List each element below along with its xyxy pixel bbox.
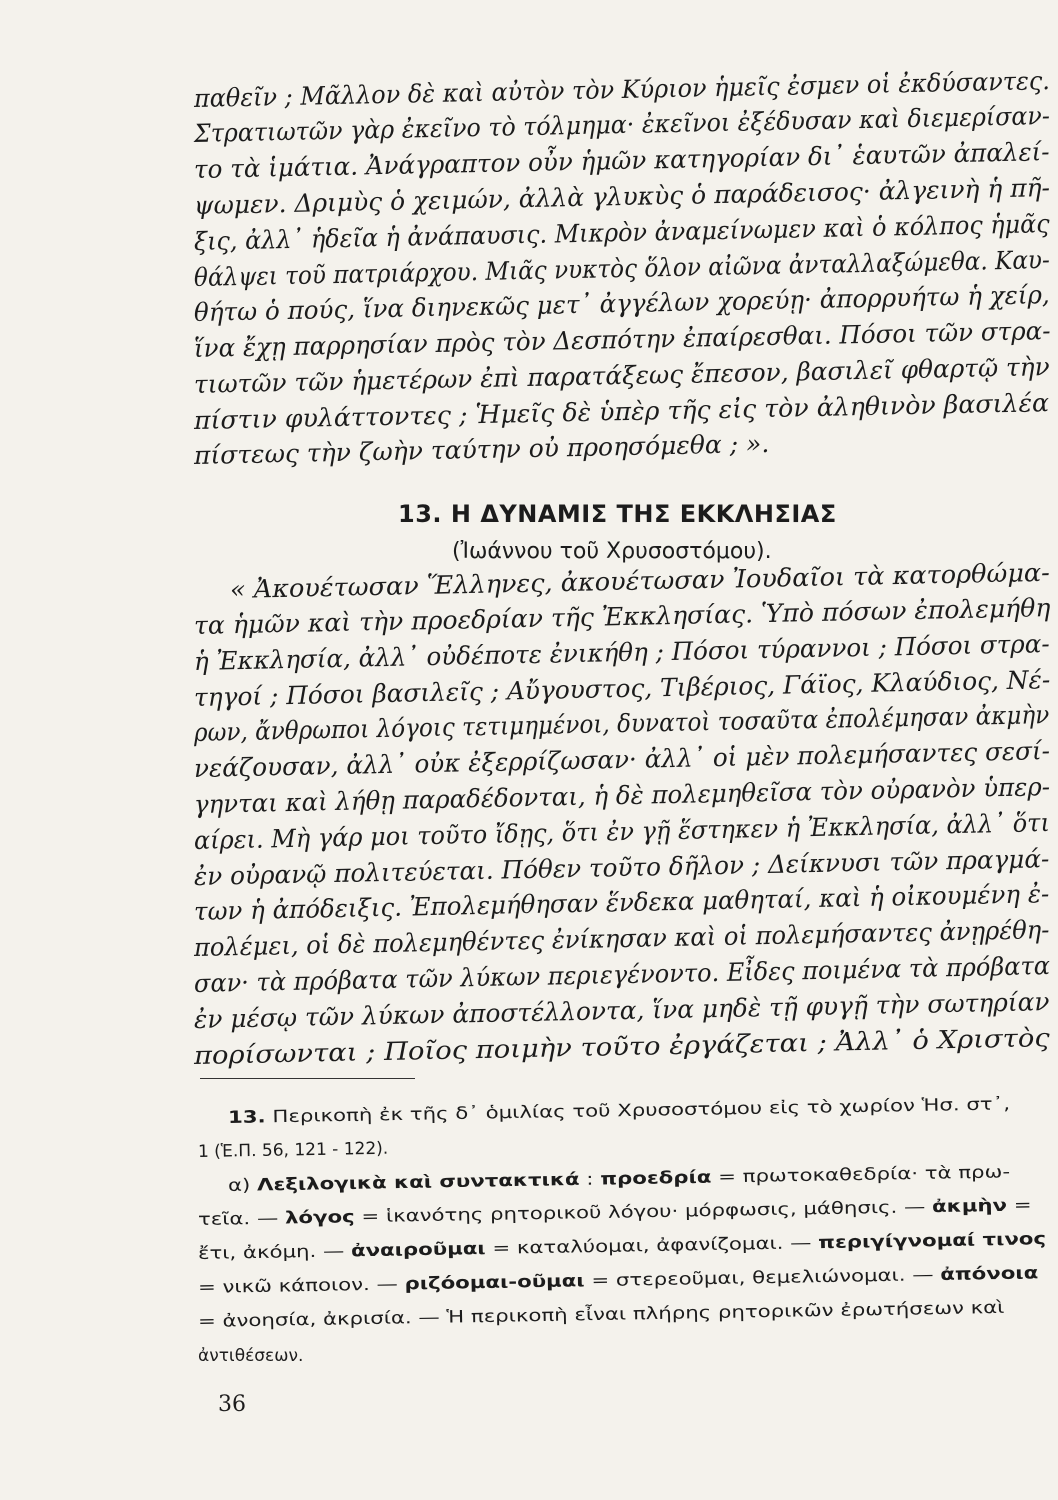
text-line: το τὰ ἱμάτια. Ἀνάγραπτον οὖν ἡμῶν κατηγορίαν δι᾽ ἑαυτῶν ἀπαλεί- bbox=[193, 137, 1050, 184]
text-line: τηγοί ; Πόσοι βασιλεῖς ; Αὔγουστος, Τιβέριος, Γάϊος, Κλαύδιος, Νέ- bbox=[193, 665, 1051, 712]
text-line: σαν· τὰ πρόβατα τῶν λύκων περιεγένοντο. Εἶδες ποιμένα τὰ πρόβατα bbox=[193, 951, 1051, 998]
footnote-term: ἀναιροῦμαι bbox=[350, 1238, 486, 1262]
footnote-text: = καταλύομαι, ἀφανίζομαι. — bbox=[485, 1233, 819, 1259]
footnote-term: λόγος bbox=[284, 1207, 355, 1229]
text-line: πίστεως τὴν ζωὴν ταύτην οὐ προησόμεθα ; ». bbox=[193, 428, 770, 470]
footnote-separator bbox=[200, 1078, 415, 1079]
footnote-text: α) bbox=[227, 1175, 251, 1196]
text-line: θάλψει τοῦ πατριάρχου. Μιᾶς νυκτὸς ὅλον αἰῶνα ἀνταλλαξώμεθα. Καυ- bbox=[193, 245, 1051, 292]
footnote-line bbox=[228, 1093, 1010, 1129]
footnote-text: = πρωτοκαθεδρία· τὰ πρω- bbox=[711, 1162, 1011, 1188]
footnote-line bbox=[228, 1161, 1010, 1197]
section-subheading: (Ἰωάννου τοῦ Χρυσοστόμου). bbox=[452, 539, 772, 564]
page-number: 36 bbox=[218, 1392, 246, 1417]
footnote-line bbox=[198, 1228, 1046, 1265]
text-line: ξις, ἀλλ᾽ ἡδεῖα ἡ ἀνάπαυσις. Μικρὸν ἀναμείνωμεν καὶ ὁ κόλπος ἡμᾶς bbox=[193, 209, 1050, 256]
text-line: ἐν οὐρανῷ πολιτεύεται. Πόθεν τοῦτο δῆλον ; Δείκνυσι τῶν πραγμά- bbox=[193, 844, 1050, 891]
text-line: « Ἀκουέτωσαν Ἕλληνες, ἀκουέτωσαν Ἰουδαῖοι τὰ κατορθώμα- bbox=[229, 557, 1051, 604]
footnote-term: ἀκμὴν bbox=[931, 1195, 1008, 1218]
text-line: πορίσωνται ; Ποῖος ποιμὴν τοῦτο ἐργάζεται ; Ἀλλ᾽ ὁ Χριστὸς bbox=[193, 1023, 1050, 1070]
footnote-text: Περικοπὴ ἐκ τῆς δ᾽ ὁμιλίας τοῦ Χρυσοστόμου εἰς τὸ χωρίον Ἡσ. στ᾽, bbox=[272, 1094, 1011, 1128]
footnote-text: τεῖα. — bbox=[197, 1208, 286, 1230]
footnote-text: = νικῶ κάποιον. — bbox=[197, 1274, 405, 1298]
footnote-line: = ἀνοησία, ἀκρισία. — Ἡ περικοπὴ εἶναι πλήρης ρητορικῶν ἐρωτήσεων καὶ bbox=[197, 1297, 1005, 1332]
footnote-text: : bbox=[579, 1169, 601, 1190]
text-line: γηνται καὶ λήθῃ παραδέδονται, ἡ δὲ πολεμηθεῖσα τὸν οὐρανὸν ὑπερ- bbox=[193, 772, 1051, 819]
footnote-text: ἔτι, ἀκόμη. — bbox=[197, 1241, 352, 1264]
footnote-line bbox=[198, 1194, 1032, 1231]
footnote-term: προεδρία bbox=[600, 1167, 712, 1190]
footnote-line: 1 (Ἑ.Π. 56, 121 - 122). bbox=[197, 1138, 389, 1162]
text-line: αίρει. Μὴ γάρ μοι τοῦτο ἴδῃς, ὅτι ἐν γῇ ἕστηκεν ἡ Ἐκκλησία, ἀλλ᾽ ὅτι bbox=[193, 808, 1051, 855]
text-line: ψωμεν. Δριμὺς ὁ χειμών, ἀλλὰ γλυκὺς ὁ παράδεισος· ἀλγεινὴ ἡ πῆ- bbox=[193, 173, 1051, 220]
footnote-number: 13. bbox=[227, 1107, 266, 1128]
text-line: παθεῖν ; Μᾶλλον δὲ καὶ αὐτὸν τὸν Κύριον ἡμεῖς ἐσμεν οἱ ἐκδύσαντες. bbox=[193, 66, 1051, 113]
text-line: των ἡ ἀπόδειξις. Ἐπολεμήθησαν ἕνδεκα μαθηταί, καὶ ἡ οἰκουμένη ἐ- bbox=[193, 879, 1050, 926]
text-line: ἡ Ἐκκλησία, ἀλλ᾽ οὐδέποτε ἐνικήθη ; Πόσοι τύραννοι ; Πόσοι στρα- bbox=[193, 629, 1050, 676]
footnote-term: ριζόομαι-οῦμαι bbox=[404, 1271, 585, 1295]
text-line: πολέμει, οἱ δὲ πολεμηθέντες ἐνίκησαν καὶ οἱ πολεμήσαντες ἀνῃρέθη- bbox=[193, 915, 1050, 962]
footnote-text: = bbox=[1006, 1195, 1032, 1216]
text-line: ρων, ἄνθρωποι λόγοις τετιμημένοι, δυνατοὶ τοσαῦτα ἐπολέμησαν ἀκμὴν bbox=[193, 700, 1050, 747]
section-heading: 13. Η ΔΥΝΑΜΙΣ ΤΗΣ ΕΚΚΛΗΣΙΑΣ bbox=[398, 500, 837, 528]
text-line: νεάζουσαν, ἀλλ᾽ οὐκ ἐξερρίζωσαν· ἀλλ᾽ οἱ μὲν πολεμήσαντες σεσί- bbox=[193, 736, 1051, 783]
footnote-term: ἀπόνοια bbox=[940, 1263, 1039, 1286]
text-line: τιωτῶν τῶν ἡμετέρων ἐπὶ παρατάξεως ἔπεσον, βασιλεῖ φθαρτῷ τὴν bbox=[193, 352, 1050, 399]
footnote-term: περιγίγνομαί τινος bbox=[818, 1229, 1047, 1254]
text-line: Στρατιωτῶν γὰρ ἐκεῖνο τὸ τόλμημα· ἐκεῖνοι ἐξέδυσαν καὶ διεμερίσαν- bbox=[193, 101, 1051, 148]
text-line: πίστιν φυλάττοντες ; Ἡμεῖς δὲ ὑπὲρ τῆς εἰς τὸν ἀληθινὸν βασιλέα bbox=[193, 388, 1050, 435]
text-line: ἵνα ἔχῃ παρρησίαν πρὸς τὸν Δεσπότην ἐπαίρεσθαι. Πόσοι τῶν στρα- bbox=[193, 316, 1051, 363]
text-line: θήτω ὁ πούς, ἵνα διηνεκῶς μετ᾽ ἀγγέλων χορεύῃ· ἀπορρυήτω ἡ χείρ, bbox=[193, 280, 1050, 327]
footnote-line bbox=[198, 1262, 1039, 1299]
text-line: τα ἡμῶν καὶ τὴν προεδρίαν τῆς Ἐκκλησίας. Ὑπὸ πόσων ἐπολεμήθη bbox=[193, 593, 1051, 640]
footnote-text: = ἱκανότης ρητορικοῦ λόγου· μόρφωσις, μάθησις. — bbox=[354, 1197, 933, 1228]
footnote-text: = στερεοῦμαι, θεμελιώνομαι. — bbox=[584, 1265, 941, 1292]
footnote-bold: Λεξιλογικὰ καὶ συντακτικά bbox=[256, 1169, 580, 1196]
text-line: ἐν μέσῳ τῶν λύκων ἀποστέλλοντα, ἵνα μηδὲ τῇ φυγῇ τὴν σωτηρίαν bbox=[193, 987, 1050, 1034]
footnote-line: ἀντιθέσεων. bbox=[198, 1346, 304, 1366]
